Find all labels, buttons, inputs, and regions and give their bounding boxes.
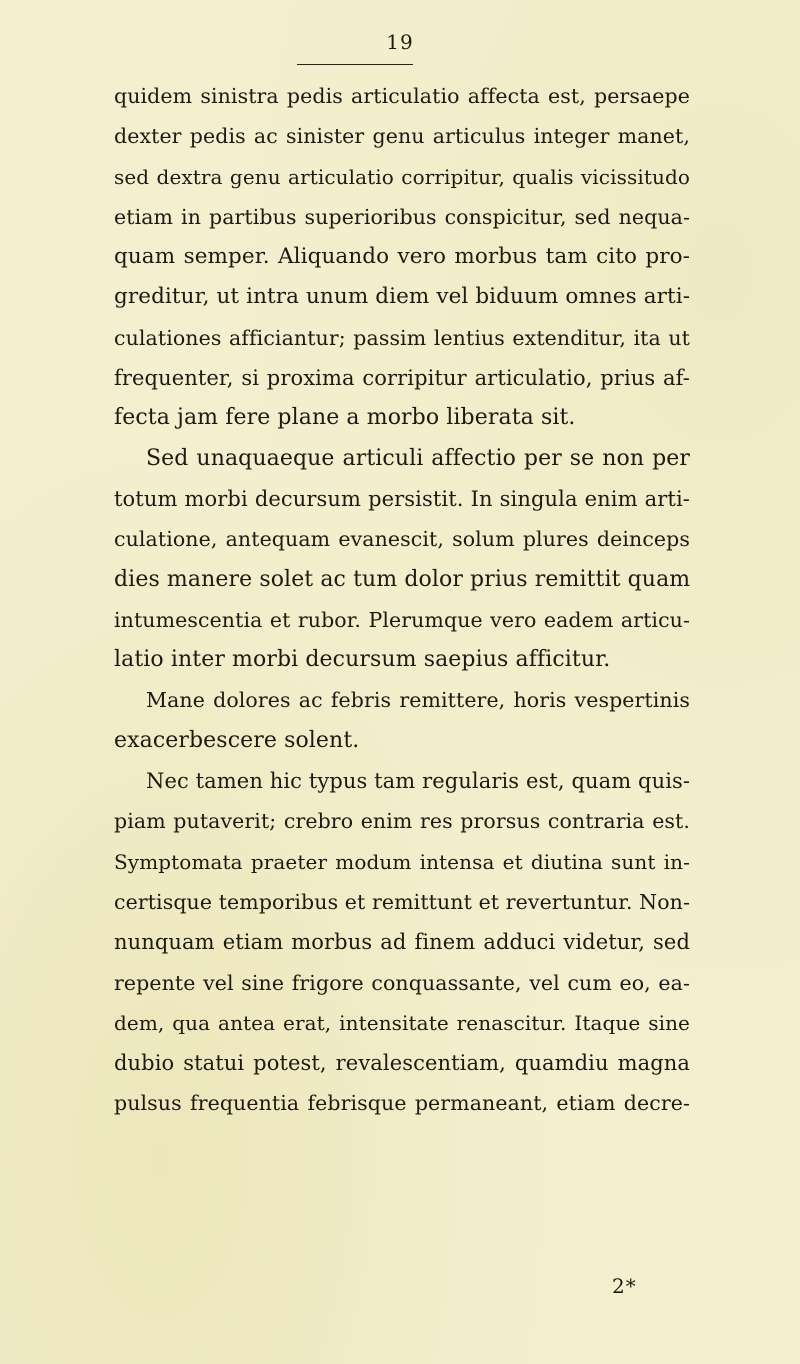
text-line: dies manere solet ac tum dolor prius remittit quam: [114, 566, 691, 592]
text-line: certisque temporibus et remittunt et revertuntur. Non-: [114, 889, 690, 914]
text-line: etiam in partibus superioribus conspicitur, sed nequa-: [114, 204, 690, 229]
text-line: culationes afficiantur; passim lentius extenditur, ita ut: [114, 325, 690, 350]
text-line: pulsus frequentia febrisque permaneant, etiam decre-: [114, 1091, 690, 1116]
text-line: Symptomata praeter modum intensa et diutina sunt in-: [114, 849, 690, 874]
text-line: intumescentia et rubor. Plerumque vero eadem articu-: [114, 607, 690, 632]
text-line: fecta jam fere plane a morbo liberata sit.: [114, 405, 576, 431]
body-text: [114, 76, 690, 1124]
text-line: Nec tamen hic typus tam regularis est, quam quis-: [146, 769, 691, 794]
text-line: Mane dolores ac febris remittere, horis vespertinis: [146, 688, 690, 713]
text-line: dexter pedis ac sinister genu articulus integer manet,: [114, 124, 690, 149]
text-line: piam putaverit; crebro enim res prorsus contraria est.: [114, 809, 690, 834]
header-rule: [297, 64, 413, 65]
text-line: dubio statui potest, revalescentiam, quamdiu magna: [114, 1051, 690, 1076]
text-line: latio inter morbi decursum saepius afficitur.: [114, 647, 611, 673]
text-line: sed dextra genu articulatio corripitur, qualis vicissitudo: [114, 164, 690, 189]
text-line: exacerbescere solent.: [114, 727, 360, 753]
text-line: Sed unaquaeque articuli affectio per se non per: [146, 445, 690, 471]
text-line: quidem sinistra pedis articulatio affecta est, persaepe: [114, 84, 690, 108]
text-line: totum morbi decursum persistit. In singula enim arti-: [114, 486, 690, 511]
text-line: nunquam etiam morbus ad finem adduci videtur, sed: [114, 930, 690, 955]
text-line: dem, qua antea erat, intensitate renascitur. Itaque sine: [114, 1010, 690, 1035]
text-line: quam semper. Aliquando vero morbus tam cito pro-: [114, 244, 690, 270]
text-line: greditur, ut intra unum diem vel biduum omnes arti-: [114, 284, 691, 310]
text-line: repente vel sine frigore conquassante, vel cum eo, ea-: [114, 970, 690, 995]
text-line: culatione, antequam evanescit, solum plures deinceps: [114, 527, 690, 552]
signature-mark: 2*: [612, 1274, 637, 1298]
page-number: 19: [386, 30, 414, 54]
text-line: frequenter, si proxima corripitur articulatio, prius af-: [114, 366, 690, 391]
